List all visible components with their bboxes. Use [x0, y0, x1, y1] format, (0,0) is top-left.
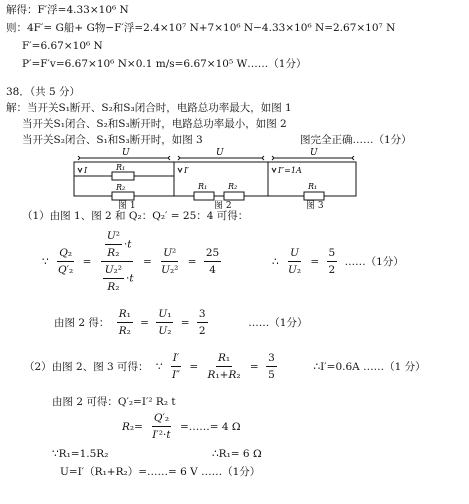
current-ratio-equation: （2）由图 2、图 3 可得： ∵ $\frac{I'}{I''}$ = $\frac{\text{R₁}}{\text{R₁+R₂}}$ = $\frac{3}{5}$ ∴I′=0.6A ……（1 分）: [24, 352, 426, 381]
r1-relation: ∵R₁=1.5R₂: [52, 448, 109, 460]
fig2-r2-label: R₂: [228, 182, 238, 191]
fig1-caption: 图 1: [118, 201, 136, 211]
question-38-title: 38．（共 5 分）: [6, 86, 80, 98]
solve-line-4: P′=F′v=6.67×10⁶ N×0.1 m/s=6.67×10⁵ W……（1分）: [22, 58, 307, 70]
solution-line-2: 当开关S₁闭合、S₂和S₃断开时，电路总功率最小，如图 2: [22, 118, 287, 130]
circuit-figures: [0, 148, 469, 208]
solution-line-3: 当开关S₂闭合、S₁和S₃断开时，如图 3: [22, 134, 203, 146]
part-2-line-q2: 由图 2 可得：Q′₂=I′² R₂ t: [52, 396, 176, 408]
fig3-caption: 图 3: [306, 201, 324, 211]
fig1-r1-label: R₁: [116, 163, 126, 172]
fig2-i-label: I′: [184, 166, 189, 175]
solution-line-1: 解：当开关S₁断开、S₂和S₃闭合时，电路总功率最大，如图 1: [6, 102, 292, 114]
solve-line-2: 则：4F′= G船+ G物−F′浮=2.4×10⁷ N+7×10⁶ N−4.33×10⁶ N=2.67×10⁷ N: [6, 22, 396, 34]
power-ratio-equation: ∵ $\frac{\text{Q₂}}{\text{Q′₂}}$ = $\frac{\text{U²}}{\text{R₂}}$ ·t $\frac{\text{U₂²}}{\text{R₂}}$ ·t = $\frac{\text{U²}}{\text{U₂²}}$ = $\frac{25}{4}$ ∴ $\frac{U}{\text{U₂}}$ = $\frac{5}{2}$ ……（1分）: [42, 230, 404, 293]
part-1-intro: （1）由图 1、图 2 和 Q₂：Q₂′ = 25：4 可得：: [22, 210, 249, 222]
fig1-r2-label: R₂: [116, 183, 126, 192]
fig3-u-label: U: [310, 148, 318, 158]
p2-score: ……（1分）: [248, 317, 308, 329]
fig1-u-label: U: [122, 148, 130, 158]
circuit-figure-1: [74, 148, 174, 200]
voltage-result: U=I′（R₁+R₂）=……= 6 V ……（1分）: [60, 466, 261, 478]
solve-line-1: 解得：F′浮=4.33×10⁶ N: [6, 4, 129, 16]
circuit-figure-3: [268, 148, 356, 200]
fig3-r1-label: R₁: [308, 182, 318, 191]
r2-equation: R₂= $\frac{\text{Q′₂}}{\text{I′²·t}}$ =……= 4 Ω: [122, 412, 241, 441]
p3-result: ∴I′=0.6A ……（1 分）: [313, 361, 426, 373]
solve-line-3: F′=6.67×10⁶ N: [22, 40, 103, 52]
fig1-i-label: I: [84, 166, 88, 175]
circuit-figure-2: [174, 148, 268, 200]
fig2-caption: 图 2: [214, 201, 232, 211]
resistance-ratio-equation: 由图 2 得： $\frac{\text{R₁}}{\text{R₂}}$ = $\frac{\text{U₁}}{\text{U₂}}$ = $\frac{3}{2}$ ……（1分）: [54, 308, 308, 337]
figure-score: 图完全正确……（1分）: [300, 134, 412, 146]
fig2-r1-label: R₁: [198, 182, 208, 191]
fig2-u-label: U: [216, 148, 224, 158]
fig3-i-label: I″=1A: [278, 166, 302, 175]
p1-score: ……（1分）: [344, 256, 404, 268]
r1-result: ∴R₁= 6 Ω: [212, 448, 262, 460]
